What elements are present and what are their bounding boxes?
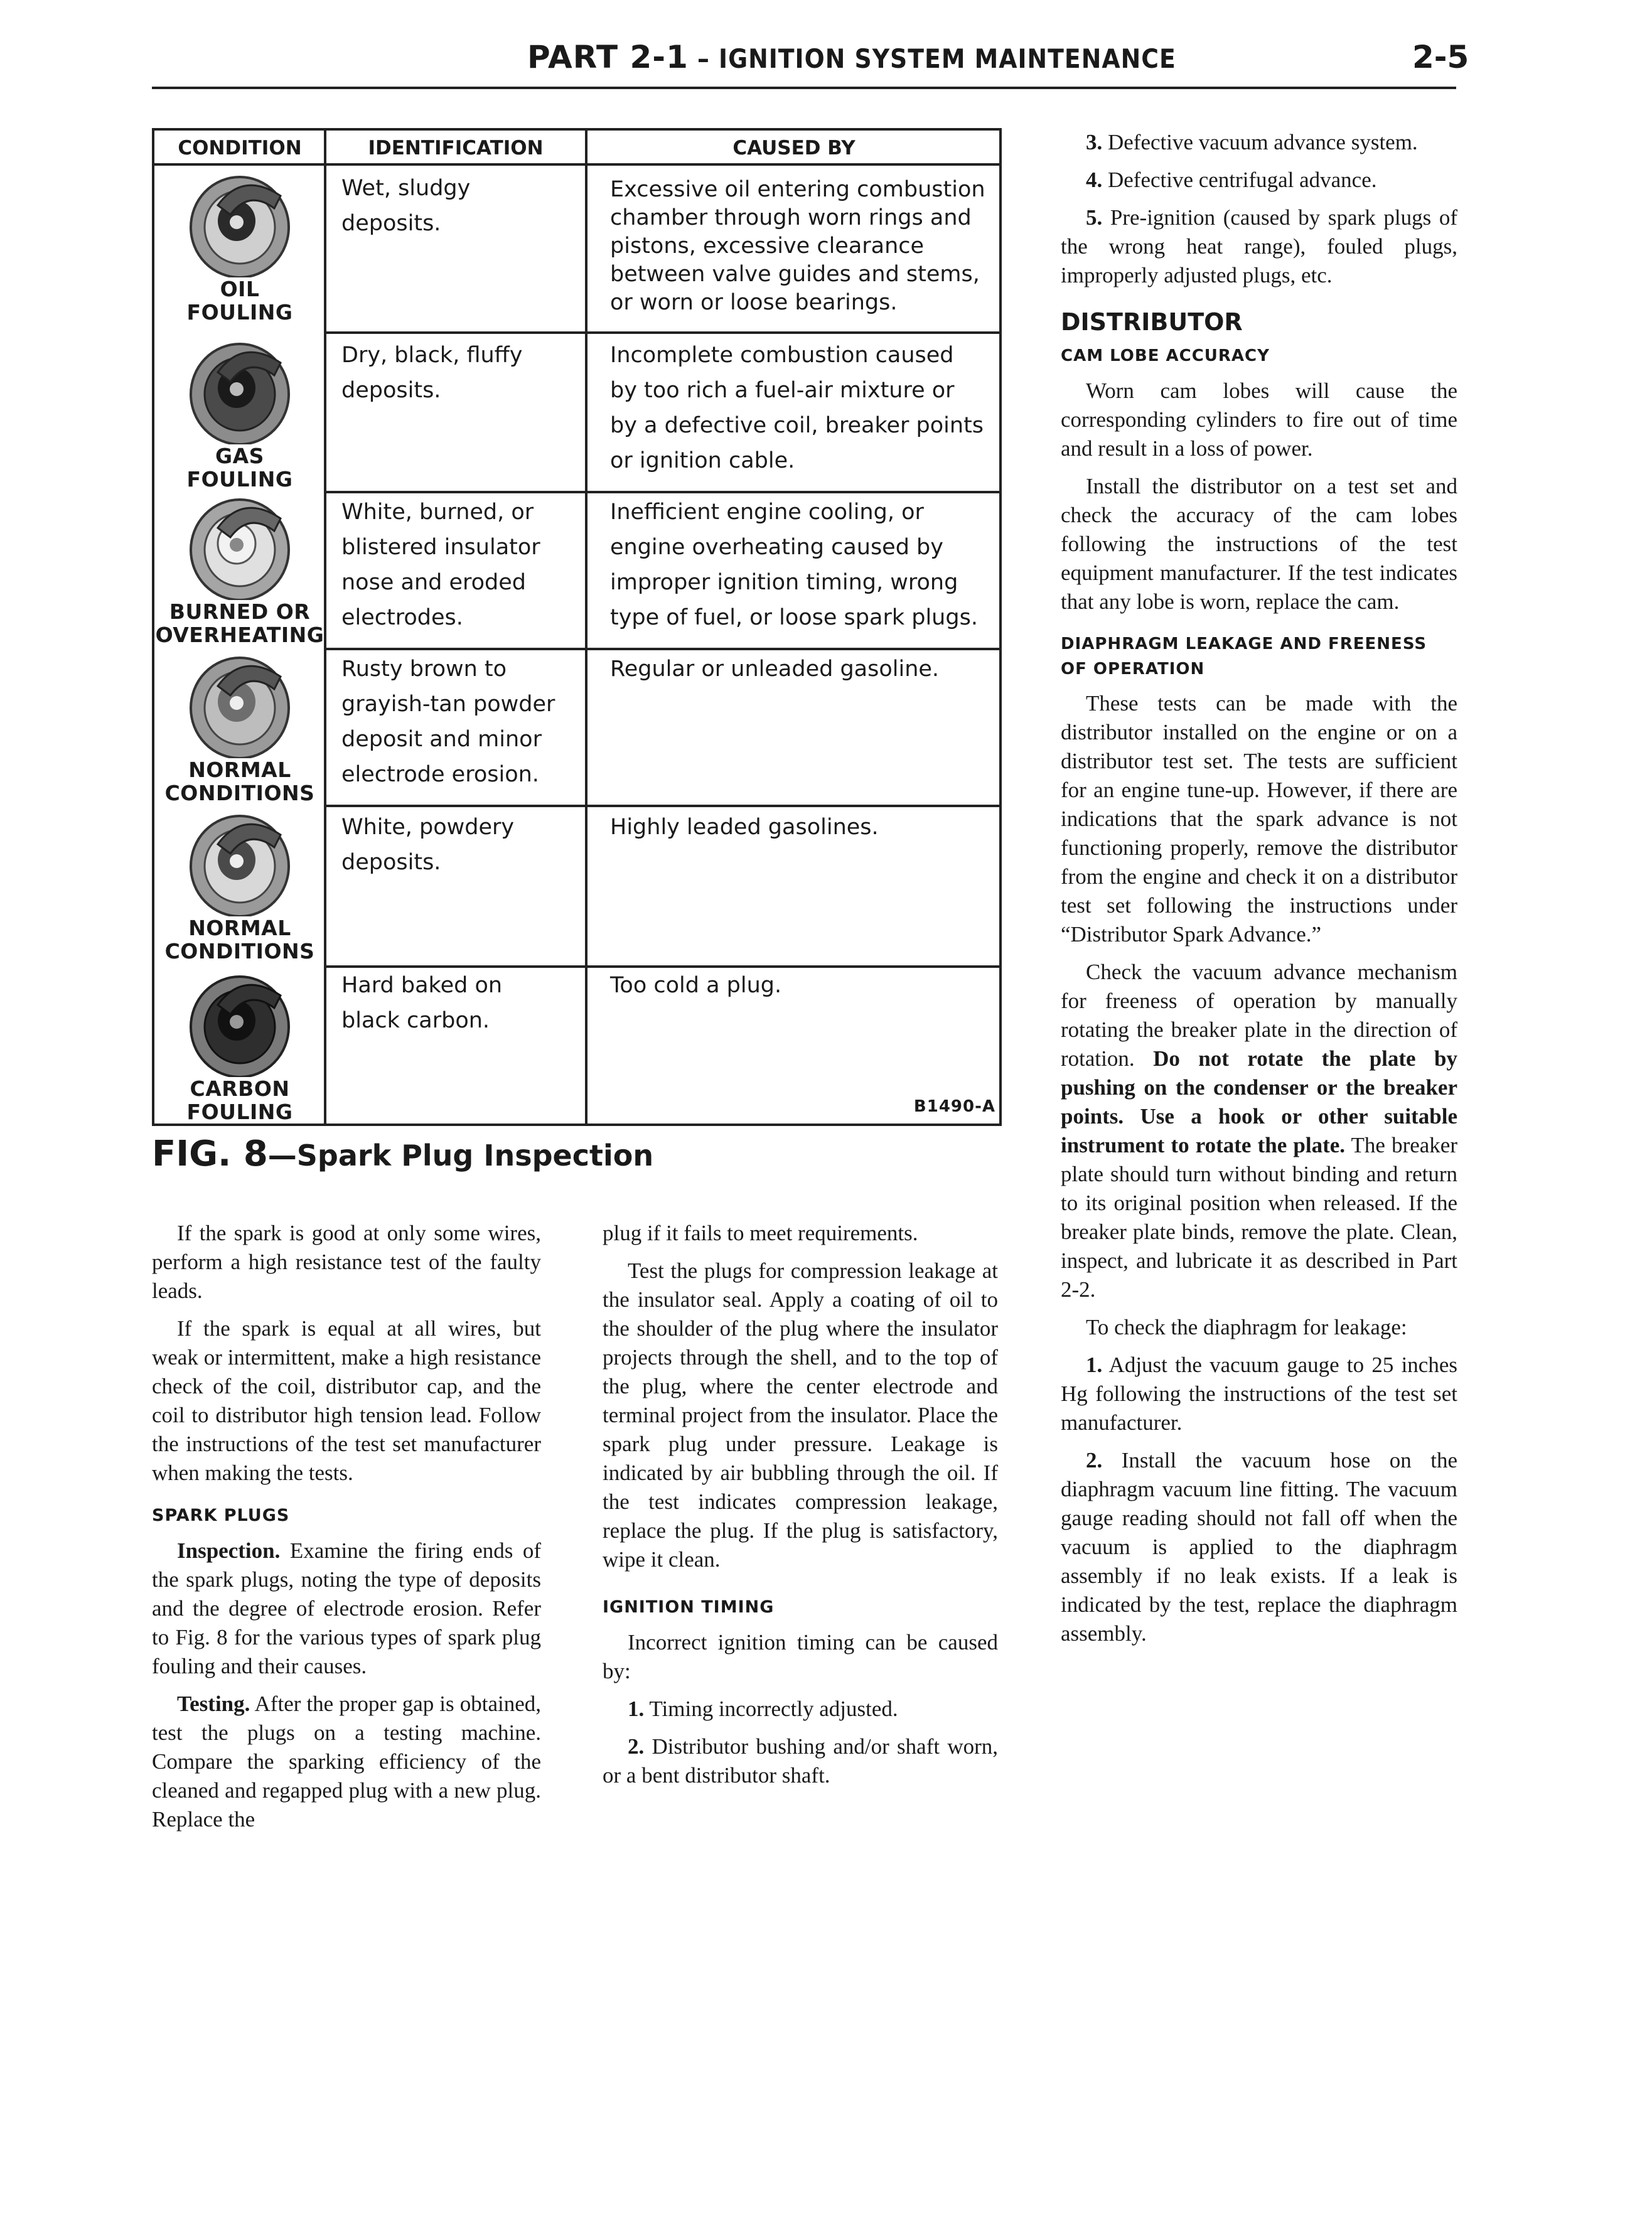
text-column-middle [603,1219,998,1799]
spark-plug-image [174,810,306,916]
condition-label: NORMAL CONDITIONS [164,758,315,805]
cause-text: Regular or unleaded gasoline. [610,657,940,682]
condition-oil-fouling [154,171,325,324]
col-header-caused-by: CAUSED BY [586,131,1002,166]
identification-text: Wet, sludgy deposits. [341,176,471,236]
identification-text: Hard baked on black carbon. [341,973,503,1033]
list-item: 2. Distributor bushing and/or shaft worn, or a bent distributor shaft. [603,1734,998,1788]
subheading-cam-lobe-accuracy: CAM LOBE ACCURACY [1061,346,1270,365]
col-header-identification: IDENTIFICATION [325,131,586,166]
cause-text: Incomplete combustion caused by too rich a fuel-air mixture or by a defective coil, breaker points or ignition cable. [610,343,984,473]
identification-text: White, burned, or blistered insulator nose and eroded electrodes. [341,500,540,630]
paragraph: Check the vacuum advance mechanism for freeness of operation by manually rotating the breaker plate in the direction of rotation. Do not rotate the plate by pushing on the condenser or the breaker points. Use a hook or other suitable instrument to rotate the plate. The breaker plate should turn without binding and return to its original position when released. If the breaker plate binds, remove the plate. Clean, inspect, and lubricate it as described in Part 2-2. [1061,960,1457,1302]
text-column-right [1061,128,1457,1657]
section-heading-ignition-timing: IGNITION TIMING [603,1597,775,1617]
subheading-diaphragm-leakage: DIAPHRAGM LEAKAGE AND FREENESS OF OPERATION [1061,635,1427,678]
row-divider [325,805,1002,807]
cause-text: Excessive oil entering combustion chamber through worn rings and pistons, excessive clearance between valve guides and stems, or worn or loose bearings. [610,177,985,315]
row-divider [325,491,1002,493]
list-item: 5. Pre-ignition (caused by spark plugs of the wrong heat range), fouled plugs, improperly adjusted plugs, etc. [1061,205,1457,287]
section-heading-distributor: DISTRIBUTOR [1061,308,1243,336]
running-header: PART 2-1 – IGNITION SYSTEM MAINTENANCE [527,39,1176,75]
list-item: 1. Timing incorrectly adjusted. [628,1697,898,1721]
row-divider [325,331,1002,334]
page-number: 2-5 [1412,39,1469,75]
identification-text: Dry, black, fluffy deposits. [341,343,523,403]
section-heading-spark-plugs: SPARK PLUGS [152,1506,290,1525]
list-item: 4. Defective centrifugal advance. [1086,168,1377,192]
paragraph: Install the distributor on a test set and check the accuracy of the cam lobes following the instructions of the test equipment manufacturer. If the test indicates that any lobe is worn, replace the cam. [1061,474,1457,614]
part-label: PART 2-1 [527,39,689,75]
paragraph-testing: Testing. After the proper gap is obtained, test the plugs on a testing machine. Compare the sparking efficiency of the cleaned and regapped plug with a new plug. Replace the [152,1692,541,1832]
header-rule [152,87,1456,89]
section-title: IGNITION SYSTEM MAINTENANCE [719,43,1176,74]
cause-text: Too cold a plug. [610,973,782,998]
spark-plug-image [174,171,306,277]
condition-normal [154,810,325,963]
figure-caption-text: —Spark Plug Inspection [267,1139,654,1172]
condition-label: NORMAL CONDITIONS [164,916,315,963]
identification-text: Rusty brown to grayish-tan powder deposit and minor electrode erosion. [341,657,555,787]
paragraph: Incorrect ignition timing can be caused by: [603,1630,998,1683]
paragraph-inspection: Inspection. Examine the firing ends of the spark plugs, noting the type of deposits and the degree of electrode erosion. Refer to Fig. 8 for the various types of spark plug fouling and their causes. [152,1538,541,1678]
condition-normal [154,652,325,805]
paragraph: If the spark is equal at all wires, but weak or intermittent, make a high resistance check of the coil, distributor cap, and the coil to distributor high tension lead. Follow the instructions of the test set manufacturer when making the tests. [152,1316,541,1485]
spark-plug-image [174,970,306,1077]
row-divider [325,648,1002,650]
condition-label: CARBON FOULING [186,1076,293,1124]
condition-label: GAS FOULING [186,444,293,491]
paragraph: Worn cam lobes will cause the corresponding cylinders to fire out of time and result in a loss of power. [1061,378,1457,461]
paragraph: plug if it fails to meet requirements. [603,1221,918,1245]
paragraph: Test the plugs for compression leakage at the insulator seal. Apply a coating of oil to the shoulder of the plug where the insulator projects through the shell, and to the top of the plug, where the center electrode and terminal project from the insulator. Place the spark plug under pressure. Leakage is indicated by air bubbling through the oil. If the test indicates compression leakage, replace the plug. If the plug is satisfactory, wipe it clean. [603,1258,998,1572]
col-header-condition: CONDITION [154,131,325,166]
paragraph: If the spark is good at only some wires, perform a high resistance test of the faulty leads. [152,1221,541,1303]
figure-caption [152,1134,653,1174]
identification-text: White, powdery deposits. [341,815,515,875]
condition-label: BURNED OR OVERHEATING [155,599,324,647]
text-column-left [152,1219,541,1843]
list-item: 3. Defective vacuum advance system. [1086,130,1418,154]
spark-plug-image [174,338,306,444]
cause-text: Inefficient engine cooling, or engine overheating caused by improper ignition timing, wrong type of fuel, or loose spark plugs. [610,500,978,630]
figure-code: B1490-A [913,1097,995,1116]
column-divider [585,131,587,1124]
paragraph: To check the diaphragm for leakage: [1086,1315,1407,1339]
paragraph: These tests can be made with the distributor installed on the engine or on a distributor test set. The tests are sufficient for an engine tune-up. However, if there are indications that the spark advance is not functioning properly, remove the distributor from the engine and check it on a distributor test set following the instructions under “Distributor Spark Advance.” [1061,691,1457,947]
spark-plug-image [174,493,306,600]
spark-plug-inspection-figure [152,128,1002,1126]
cause-text: Highly leaded gasolines. [610,815,879,840]
condition-burned-overheating [154,493,325,646]
condition-label: OIL FOULING [186,277,293,324]
condition-gas-fouling [154,338,325,491]
condition-carbon-fouling [154,970,325,1124]
list-item: 2. Install the vacuum hose on the diaphragm vacuum line fitting. The vacuum gauge reading should not fall off when the vacuum is applied to the diaphragm assembly if no leak exists. If a leak is indicated by the test, replace the diaphragm assembly. [1061,1448,1457,1646]
figure-number: FIG. 8 [152,1134,268,1174]
spark-plug-image [174,652,306,758]
list-item: 1. Adjust the vacuum gauge to 25 inches Hg following the instructions of the test set manufacturer. [1061,1353,1457,1435]
